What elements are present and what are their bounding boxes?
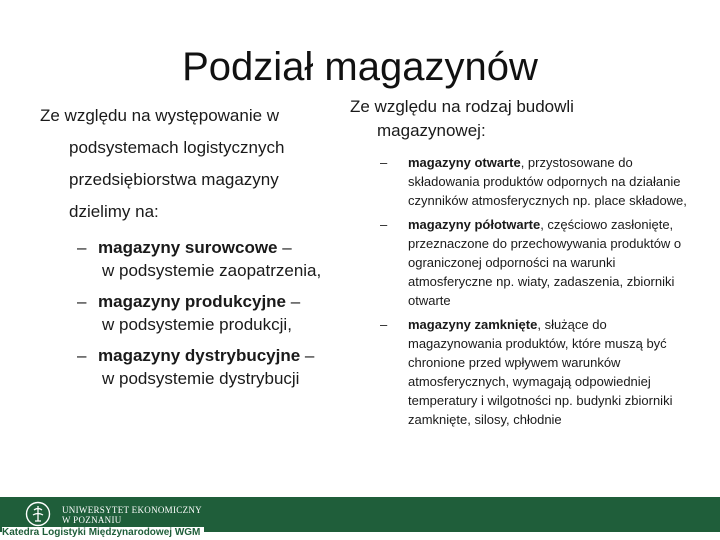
item-text: , służące do magazynowania produktów, które muszą być chronione przed wpływem warunków atmosferycznych, wymagają odpowiedniej temperatury i wilgotności np. budynki zbiorniki zamknięte, silosy, chłodnie <box>408 317 673 427</box>
left-column <box>40 100 340 390</box>
dash-bullet: – <box>380 317 388 332</box>
dash-bullet: – <box>77 346 87 365</box>
left-intro-line: dzielimy na: <box>69 202 159 221</box>
item-term: magazyny półotwarte <box>408 217 541 232</box>
department-name: Katedra Logistyki Międzynarodowej WGM <box>2 527 204 539</box>
right-header: Ze względu na rodzaj budowli <box>350 97 574 116</box>
item-text: , przystosowane do składowania produktów odpornych na działanie czynników atmosferycznych np. place składowe, <box>408 155 687 208</box>
left-intro <box>40 100 340 228</box>
item-text: w podsystemie dystrybucji <box>102 369 300 388</box>
item-text: w podsystemie zaopatrzenia, <box>102 261 322 280</box>
left-intro-line: przedsiębiorstwa magazyny <box>69 170 279 189</box>
item-text: – <box>277 238 292 257</box>
item-text: , częściowo zasłonięte, przeznaczone do przechowywania produktów o ograniczonej odporności na warunki atmosferyczne np. wiaty, zadaszenia, zbiorniki otwarte <box>408 217 682 308</box>
list-item <box>40 344 340 390</box>
item-term: magazyny surowcowe <box>98 238 278 257</box>
item-term: magazyny dystrybucyjne <box>98 346 301 365</box>
item-text: w podsystemie produkcji, <box>102 315 292 334</box>
item-text: – <box>286 292 301 311</box>
left-list <box>40 236 340 390</box>
dash-bullet: – <box>380 155 388 170</box>
list-item <box>350 215 690 310</box>
left-intro-line: Ze względu na występowanie w <box>40 106 280 125</box>
list-item <box>40 236 340 282</box>
right-column <box>350 95 690 434</box>
university-crest-icon <box>25 501 51 527</box>
dash-bullet: – <box>380 217 388 232</box>
item-term: magazyny zamknięte <box>408 317 538 332</box>
list-item <box>350 153 690 210</box>
right-header: magazynowej: <box>377 121 486 140</box>
item-term: magazyny produkcyjne <box>98 292 287 311</box>
dash-bullet: – <box>77 292 87 311</box>
slide-title: Podział magazynów <box>182 45 538 89</box>
right-list <box>350 153 690 429</box>
dash-bullet: – <box>77 238 87 257</box>
university-name: UNIWERSYTET EKONOMICZNY W POZNANIU <box>62 505 202 525</box>
list-item <box>40 290 340 336</box>
left-intro-line: podsystemach logistycznych <box>69 138 285 157</box>
list-item <box>350 315 690 429</box>
item-term: magazyny otwarte <box>408 155 521 170</box>
item-text: – <box>300 346 315 365</box>
